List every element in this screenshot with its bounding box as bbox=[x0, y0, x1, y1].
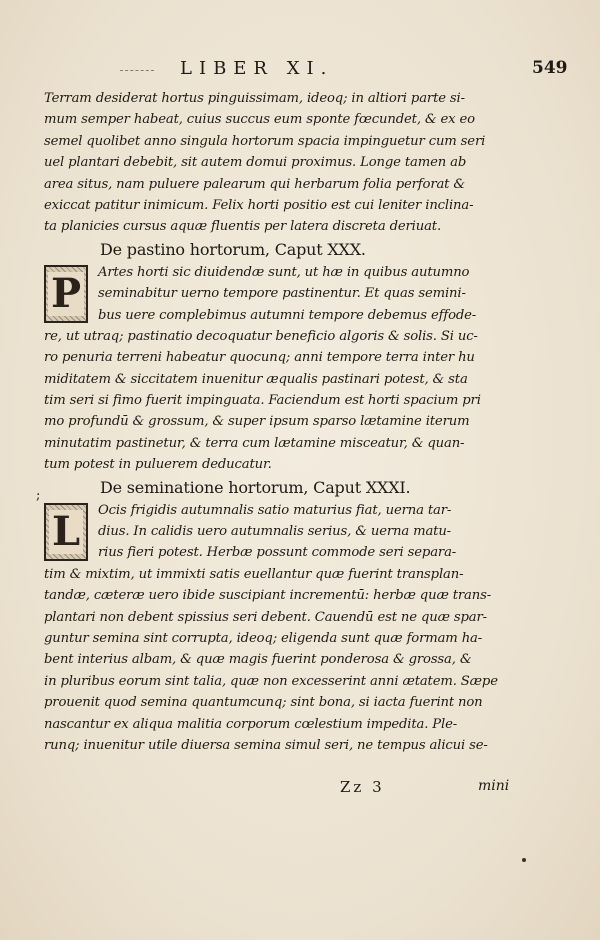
margin-mark: ; bbox=[36, 488, 41, 503]
text-line: rius fieri potest. Herbæ possunt commode seri separa- bbox=[98, 545, 457, 561]
page-footer bbox=[0, 778, 600, 802]
ornamental-rule bbox=[120, 70, 154, 71]
decorated-initial-l bbox=[44, 503, 88, 561]
text-line: runq; inuenitur utile diuersa semina simul seri, ne tempus alicui se- bbox=[44, 737, 488, 753]
text-line: tum potest in puluerem deducatur. bbox=[44, 457, 272, 473]
text-line: tim seri si fimo fuerit impinguata. Faciendum est horti spacium pri bbox=[44, 393, 481, 409]
chapter-30-body bbox=[44, 262, 524, 476]
text-line: tim & mixtim, ut immixti satis euellantur quæ fuerint transplan- bbox=[44, 566, 464, 582]
text-line: tandæ, cæteræ uero ibide suscipiant incrementū: herbæ quæ trans- bbox=[44, 588, 492, 604]
text-line: ro penuria terreni habeatur quocunq; anni tempore terra inter hu bbox=[44, 350, 475, 366]
text-line: mum semper habeat, cuius succus eum sponte fœcundet, & ex eo bbox=[44, 112, 475, 128]
chapter-31-body bbox=[44, 500, 524, 757]
text-line: bent interius albam, & quæ magis fuerint ponderosa & grossa, & bbox=[44, 652, 472, 668]
text-line: semel quolibet anno singula hortorum spacia impinguetur cum seri bbox=[44, 133, 486, 149]
paragraph-intro bbox=[44, 88, 524, 238]
text-line: in pluribus eorum sint talia, quæ non excesserint anni ætatem. Sæpe bbox=[44, 673, 498, 689]
text-line: Terram desiderat hortus pinguissimam, ideoq; in altiori parte si- bbox=[44, 91, 465, 106]
signature-mark: Zz 3 bbox=[340, 778, 385, 796]
text-line: nascantur ex aliqua malitia corporum cœlestium impedita. Ple- bbox=[44, 716, 458, 732]
text-line: seminabitur uerno tempore pastinentur. Et quas semini- bbox=[98, 286, 466, 302]
book-title: LIBER XI. bbox=[180, 58, 334, 79]
page-number: 549 bbox=[532, 58, 568, 78]
text-line: minutatim pastinetur, & terra cum lætamine misceatur, & quan- bbox=[44, 435, 465, 451]
text-line: uel plantari debebit, sit autem domui proximus. Longe tamen ab bbox=[44, 155, 467, 171]
text-block bbox=[44, 88, 524, 756]
text-line: prouenit quod semina quantumcunq; sint bona, si iacta fuerint non bbox=[44, 695, 483, 711]
text-line: dius. In calidis uero autumnalis serius, & uerna matu- bbox=[98, 524, 451, 540]
text-line: ta planicies cursus aquæ fluentis per latera discreta deriuat. bbox=[44, 219, 441, 235]
text-line: area situs, nam puluere palearum qui herbarum folia perforat & bbox=[44, 176, 465, 192]
running-head bbox=[0, 56, 600, 82]
initial-letter: L bbox=[49, 510, 83, 554]
decorated-initial-p bbox=[44, 265, 88, 323]
text-line: exiccat patitur inimicum. Felix horti positio est cui leniter inclina- bbox=[44, 197, 474, 213]
chapter-30-heading: De pastino hortorum, Caput XXX. bbox=[100, 239, 366, 259]
initial-letter: P bbox=[48, 272, 84, 316]
text-line: bus uere complebimus autumni tempore debemus effode- bbox=[98, 307, 477, 323]
text-line: Ocis frigidis autumnalis satio maturius fiat, uerna tar- bbox=[98, 502, 452, 518]
text-line: re, ut utraq; pastinatio decoquatur beneficio algoris & solis. Si uc- bbox=[44, 328, 478, 344]
text-line: guntur semina sint corrupta, ideoq; eligenda sunt quæ formam ha- bbox=[44, 630, 483, 646]
catchword: mini bbox=[478, 778, 510, 794]
text-line: Artes horti sic diuidendæ sunt, ut hæ in quibus autumno bbox=[98, 264, 470, 280]
chapter-31-heading: De seminatione hortorum, Caput XXXI. bbox=[100, 477, 411, 497]
text-line: miditatem & siccitatem inuenitur æqualis pastinari potest, & sta bbox=[44, 371, 468, 387]
ink-speck bbox=[522, 858, 526, 862]
text-line: plantari non debent spissius seri debent. Cauendū est ne quæ spar- bbox=[44, 609, 487, 625]
text-line: mo profundū & grossum, & super ipsum sparso lætamine iterum bbox=[44, 414, 470, 430]
